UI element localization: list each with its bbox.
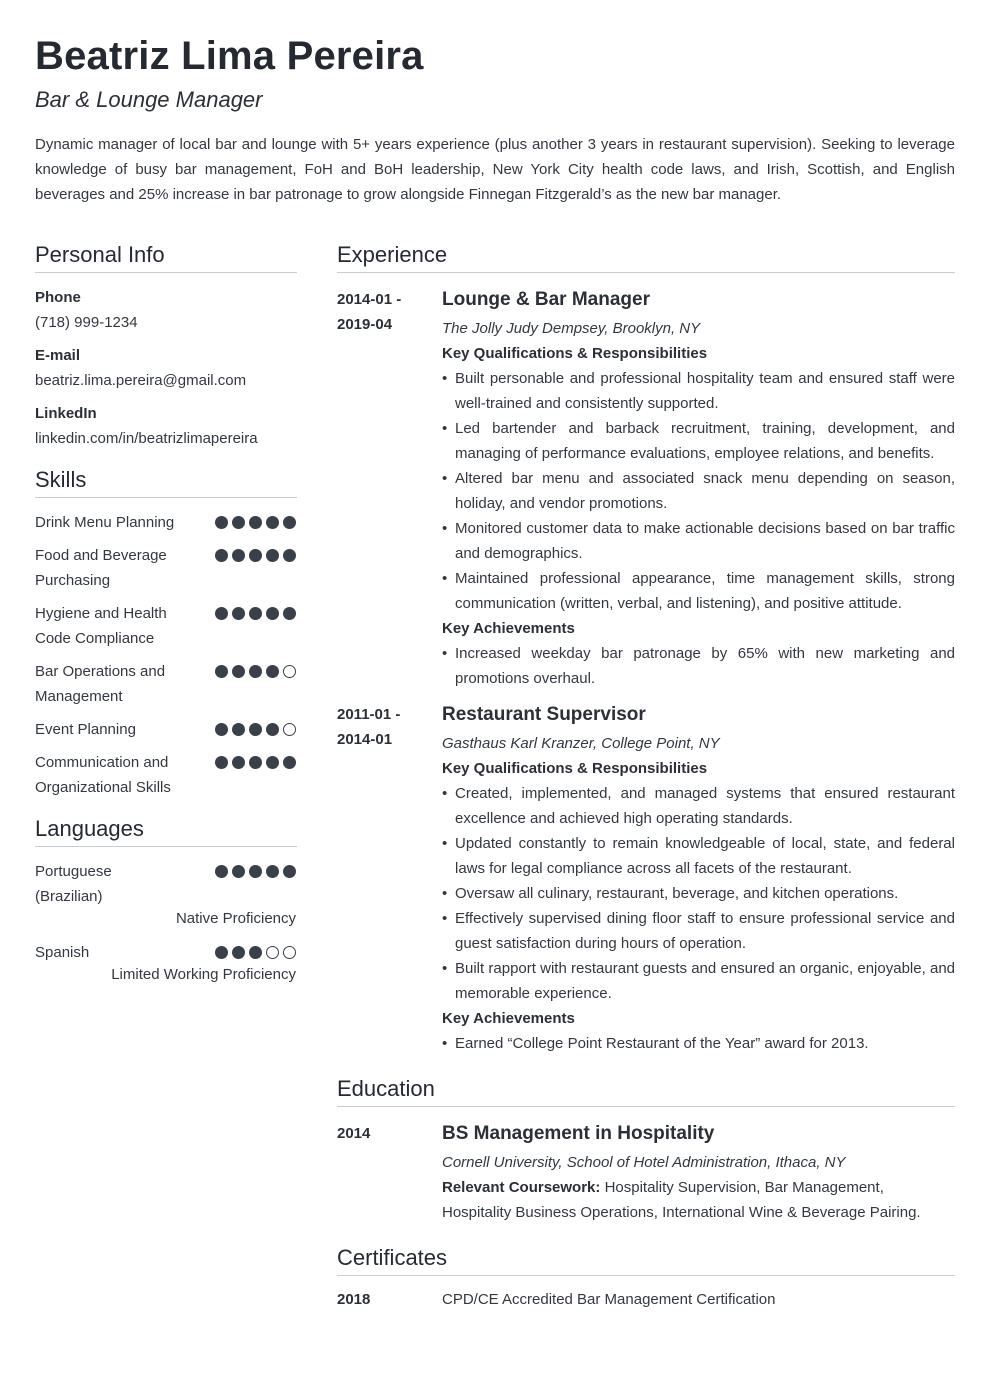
list-item: • Earned “College Point Restaurant of the Year” award for 2013. (442, 1031, 955, 1056)
coursework-label: Relevant Coursework: (442, 1179, 601, 1196)
linkedin-value: linkedin.com/in/beatrizlimapereira (35, 430, 258, 447)
rating-dot-filled (215, 946, 228, 959)
job-position: Restaurant Supervisor (442, 704, 646, 725)
entry-body (442, 1121, 955, 1225)
entry-body (442, 702, 955, 1056)
summary: Dynamic manager of local bar and lounge with 5+ years experience (plus another 3 years in restaurant supervision). Seeking to leverage knowledge of busy bar management, FoH and BoH leadership, New York City health code laws, and Irish, Scottish, and English beverages and 25% increase in bar patronage to grow alongside Finnegan Fitzgerald’s as the new bar manager. (35, 136, 955, 203)
list-item: • Updated constantly to remain knowledgeable of local, state, and federal laws for legal compliance across all facets of the restaurant. (442, 831, 955, 881)
rating-dot-filled (249, 756, 262, 769)
skill-name: Bar Operations and Management (35, 663, 166, 705)
skills-section (35, 465, 297, 800)
experience-heading: Experience (337, 240, 955, 273)
language-proficiency: Limited Working Proficiency (111, 966, 296, 983)
rating-dot-filled (283, 865, 296, 878)
skill-rating (215, 543, 297, 562)
rating-dot-filled (266, 756, 279, 769)
rating-dot-filled (215, 723, 228, 736)
date-start: 2014-01 - (337, 291, 402, 308)
entry-date: 2018 (337, 1291, 371, 1308)
rating-dot-filled (266, 723, 279, 736)
rating-dot-filled (249, 516, 262, 529)
list-item: • Built rapport with restaurant guests and ensured an organic, enjoyable, and memorable experience. (442, 956, 955, 1006)
job-position: Lounge & Bar Manager (442, 289, 650, 310)
skill-item (35, 659, 297, 709)
rating-dot-filled (215, 516, 228, 529)
language-name: Spanish (35, 944, 90, 961)
experience-entry (337, 287, 955, 691)
list-item: • Increased weekday bar patronage by 65% with new marketing and promotions overhaul. (442, 641, 955, 691)
rating-dot-filled (232, 723, 245, 736)
experience-entry (337, 702, 955, 1056)
skill-rating (215, 510, 297, 529)
language-proficiency: Native Proficiency (175, 910, 296, 927)
rating-dot-filled (283, 516, 296, 529)
email-label: E-mail (35, 347, 81, 364)
language-item (35, 940, 297, 987)
rating-dot-filled (215, 607, 228, 620)
candidate-name: Beatriz Lima Pereira (35, 34, 424, 78)
entry-date (337, 287, 442, 691)
rating-dot-filled (266, 665, 279, 678)
list-item: • Led bartender and barback recruitment, training, development, and managing of performance evaluations, employee relations, and benefits. (442, 416, 955, 466)
rating-dot-filled (215, 756, 228, 769)
linkedin-label: LinkedIn (35, 405, 97, 422)
rating-dot-filled (232, 865, 245, 878)
achievements-heading: Key Achievements (442, 1010, 575, 1027)
date-start: 2011-01 - (337, 706, 401, 723)
institution: Cornell University, School of Hotel Administration, Ithaca, NY (442, 1154, 846, 1171)
rating-dot-filled (215, 865, 228, 878)
rating-dot-filled (232, 665, 245, 678)
resume-header (35, 30, 955, 207)
skill-item (35, 510, 297, 535)
date-end: 2019-04 (337, 316, 393, 333)
list-item: • Oversaw all culinary, restaurant, beverage, and kitchen operations. (442, 881, 955, 906)
rating-dot-filled (283, 607, 296, 620)
rating-dot-empty (283, 946, 296, 959)
job-title: Bar & Lounge Manager (35, 87, 263, 112)
achievements-list (442, 1031, 955, 1056)
skill-name: Communication and Organizational Skills (35, 754, 171, 796)
rating-dot-filled (266, 516, 279, 529)
language-item (35, 859, 297, 931)
coursework-text: Hospitality Supervision, Bar Management, Hospitality Business Operations, International Wine & Beverage Pairing. (442, 1179, 921, 1221)
rating-dot-filled (249, 865, 262, 878)
skills-heading: Skills (35, 465, 297, 498)
language-name: Portuguese (Brazilian) (35, 863, 112, 905)
certificate-entry (337, 1287, 955, 1312)
responsibilities-heading: Key Qualifications & Responsibilities (442, 760, 708, 777)
email-value: beatriz.lima.pereira@gmail.com (35, 372, 247, 389)
rating-dot-filled (283, 756, 296, 769)
personal-info-heading: Personal Info (35, 240, 297, 273)
rating-dot-filled (266, 865, 279, 878)
language-rating (215, 859, 297, 878)
rating-dot-empty (283, 723, 296, 736)
experience-section (337, 240, 955, 1056)
coursework (442, 1175, 955, 1225)
skill-rating (215, 659, 297, 678)
language-rating (215, 940, 297, 959)
responsibilities-list (442, 781, 955, 1006)
rating-dot-empty (266, 946, 279, 959)
rating-dot-filled (232, 516, 245, 529)
phone-label: Phone (35, 289, 81, 306)
employer: The Jolly Judy Dempsey, Brooklyn, NY (442, 320, 701, 337)
rating-dot-filled (232, 549, 245, 562)
certificates-section (337, 1243, 955, 1312)
rating-dot-filled (232, 607, 245, 620)
right-column (337, 240, 955, 1312)
language-row (35, 859, 297, 909)
skill-rating (215, 750, 297, 769)
skill-item (35, 750, 297, 800)
rating-dot-filled (215, 549, 228, 562)
skill-name: Drink Menu Planning (35, 514, 175, 531)
rating-dot-filled (249, 665, 262, 678)
certificates-heading: Certificates (337, 1243, 955, 1276)
achievements-list (442, 641, 955, 691)
degree: BS Management in Hospitality (442, 1123, 715, 1144)
skill-name: Event Planning (35, 721, 136, 738)
skill-name: Hygiene and Health Code Compliance (35, 605, 167, 647)
rating-dot-filled (249, 549, 262, 562)
rating-dot-filled (266, 549, 279, 562)
left-column (35, 240, 297, 996)
skill-rating (215, 717, 297, 736)
rating-dot-filled (232, 756, 245, 769)
date-end: 2014-01 (337, 731, 393, 748)
skill-item (35, 601, 297, 651)
personal-info-section (35, 240, 297, 451)
education-section (337, 1074, 955, 1225)
responsibilities-list (442, 366, 955, 616)
rating-dot-filled (249, 607, 262, 620)
skill-item (35, 543, 297, 593)
skill-name: Food and Beverage Purchasing (35, 547, 167, 589)
rating-dot-filled (249, 946, 262, 959)
list-item: • Effectively supervised dining floor staff to ensure professional service and guest satisfaction during hours of operation. (442, 906, 955, 956)
rating-dot-filled (266, 607, 279, 620)
skill-rating (215, 601, 297, 620)
languages-section (35, 814, 297, 987)
entry-date (337, 702, 442, 1056)
rating-dot-filled (232, 946, 245, 959)
list-item: • Built personable and professional hospitality team and ensured staff were well-trained and consistently supported. (442, 366, 955, 416)
entry-body (442, 287, 955, 691)
phone-value: (718) 999-1234 (35, 314, 138, 331)
languages-heading: Languages (35, 814, 297, 847)
rating-dot-filled (215, 665, 228, 678)
rating-dot-filled (249, 723, 262, 736)
entry-date: 2014 (337, 1125, 371, 1142)
education-heading: Education (337, 1074, 955, 1107)
list-item: • Maintained professional appearance, time management skills, strong communication (written, verbal, and listening), and positive attitude. (442, 566, 955, 616)
education-entry (337, 1121, 955, 1225)
list-item: • Altered bar menu and associated snack menu depending on season, holiday, and vendor promotions. (442, 466, 955, 516)
rating-dot-filled (283, 549, 296, 562)
list-item: • Monitored customer data to make actionable decisions based on bar traffic and demographics. (442, 516, 955, 566)
achievements-heading: Key Achievements (442, 620, 575, 637)
skill-item (35, 717, 297, 742)
certificate-name: CPD/CE Accredited Bar Management Certification (442, 1291, 776, 1308)
list-item: • Created, implemented, and managed systems that ensured restaurant excellence and achieved high operating standards. (442, 781, 955, 831)
employer: Gasthaus Karl Kranzer, College Point, NY (442, 735, 720, 752)
responsibilities-heading: Key Qualifications & Responsibilities (442, 345, 708, 362)
rating-dot-empty (283, 665, 296, 678)
